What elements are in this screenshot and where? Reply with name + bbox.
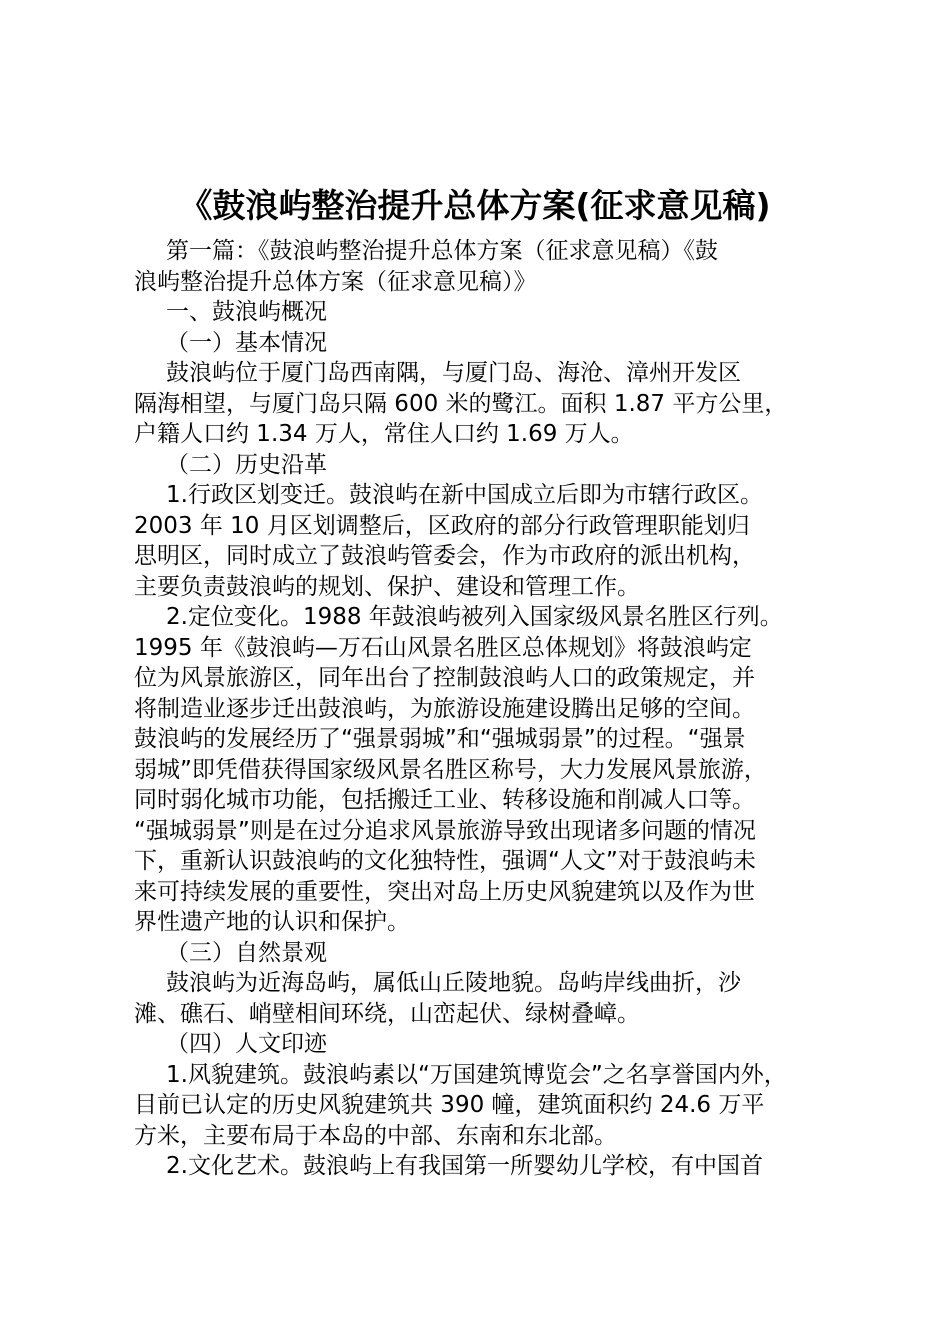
paragraph-line: 滩、礁石、峭壁相间环绕，山峦起伏、绿树叠嶂。 [134,1000,640,1027]
paragraph-line: 思明区，同时成立了鼓浪屿管委会，作为市政府的派出机构， [134,543,755,569]
paragraph-line: 2003 年 10 月区划调整后，区政府的部分行政管理职能划归 [134,512,750,539]
paragraph-line: （二）历史沿革 [166,451,327,478]
paragraph-line: 同时弱化城市功能，包括搬迁工业、转移设施和削减人口等。 [134,787,755,813]
paragraph-line: 隔海相望，与厦门岛只隔 600 米的鹭江。面积 1.87 平方公里， [134,390,788,417]
paragraph-line: 位为风景旅游区，同年出台了控制鼓浪屿人口的政策规定，并 [134,665,755,691]
paragraph-line: 将制造业逐步迁出鼓浪屿，为旅游设施建设腾出足够的空间。 [134,695,755,722]
paragraph-line: （一）基本情况 [166,329,327,356]
document-title: 《鼓浪屿整治提升总体方案(征求意见稿) [179,186,771,225]
paragraph-line: 第一篇：《鼓浪屿整治提升总体方案（征求意见稿）《鼓 [166,238,718,264]
paragraph-line: 弱城”即凭借获得国家级风景名胜区称号，大力发展风景旅游， [134,756,767,783]
paragraph-line: 浪屿整治提升总体方案（征求意见稿）》 [134,268,537,295]
paragraph-line: 2.定位变化。1988 年鼓浪屿被列入国家级风景名胜区行列。 [166,604,783,630]
paragraph-line: 鼓浪屿位于厦门岛西南隅，与厦门岛、海沧、漳州开发区 [166,360,741,386]
paragraph-line: 1.行政区划变迁。鼓浪屿在新中国成立后即为市辖行政区。 [166,482,763,508]
paragraph-line: 1995 年《鼓浪屿—万石山风景名胜区总体规划》将鼓浪屿定 [134,634,752,661]
paragraph-line: 鼓浪屿的发展经历了“强景弱城”和“强城弱景”的过程。“强景 [134,726,746,752]
paragraph-line: 2.文化艺术。鼓浪屿上有我国第一所婴幼儿学校，有中国首 [166,1153,763,1179]
paragraph-line: 户籍人口约 1.34 万人，常住人口约 1.69 万人。 [134,421,634,447]
paragraph-line: （三）自然景观 [166,939,327,966]
paragraph-line: 方米，主要布局于本岛的中部、东南和东北部。 [134,1122,617,1149]
paragraph-line: 主要负责鼓浪屿的规划、保护、建设和管理工作。 [134,573,640,600]
paragraph-line: （四）人文印迹 [166,1031,327,1057]
paragraph-line: 1.风貌建筑。鼓浪屿素以“万国建筑博览会”之名享誉国内外， [166,1061,787,1088]
document-body [134,236,856,1182]
paragraph-line: 一、鼓浪屿概况 [166,299,327,325]
paragraph-line: 目前已认定的历史风貌建筑共 390 幢，建筑面积约 24.6 万平 [134,1092,765,1118]
paragraph-line: “强城弱景”则是在过分追求风景旅游导致出现诸多问题的情况 [134,817,756,844]
paragraph-line: 界性遗产地的认识和保护。 [134,909,410,935]
paragraph-line: 下，重新认识鼓浪屿的文化独特性，强调“人文”对于鼓浪屿未 [134,848,756,874]
paragraph-line: 鼓浪屿为近海岛屿，属低山丘陵地貌。岛屿岸线曲折，沙 [166,970,741,996]
paragraph-line: 来可持续发展的重要性，突出对岛上历史风貌建筑以及作为世 [134,878,755,905]
